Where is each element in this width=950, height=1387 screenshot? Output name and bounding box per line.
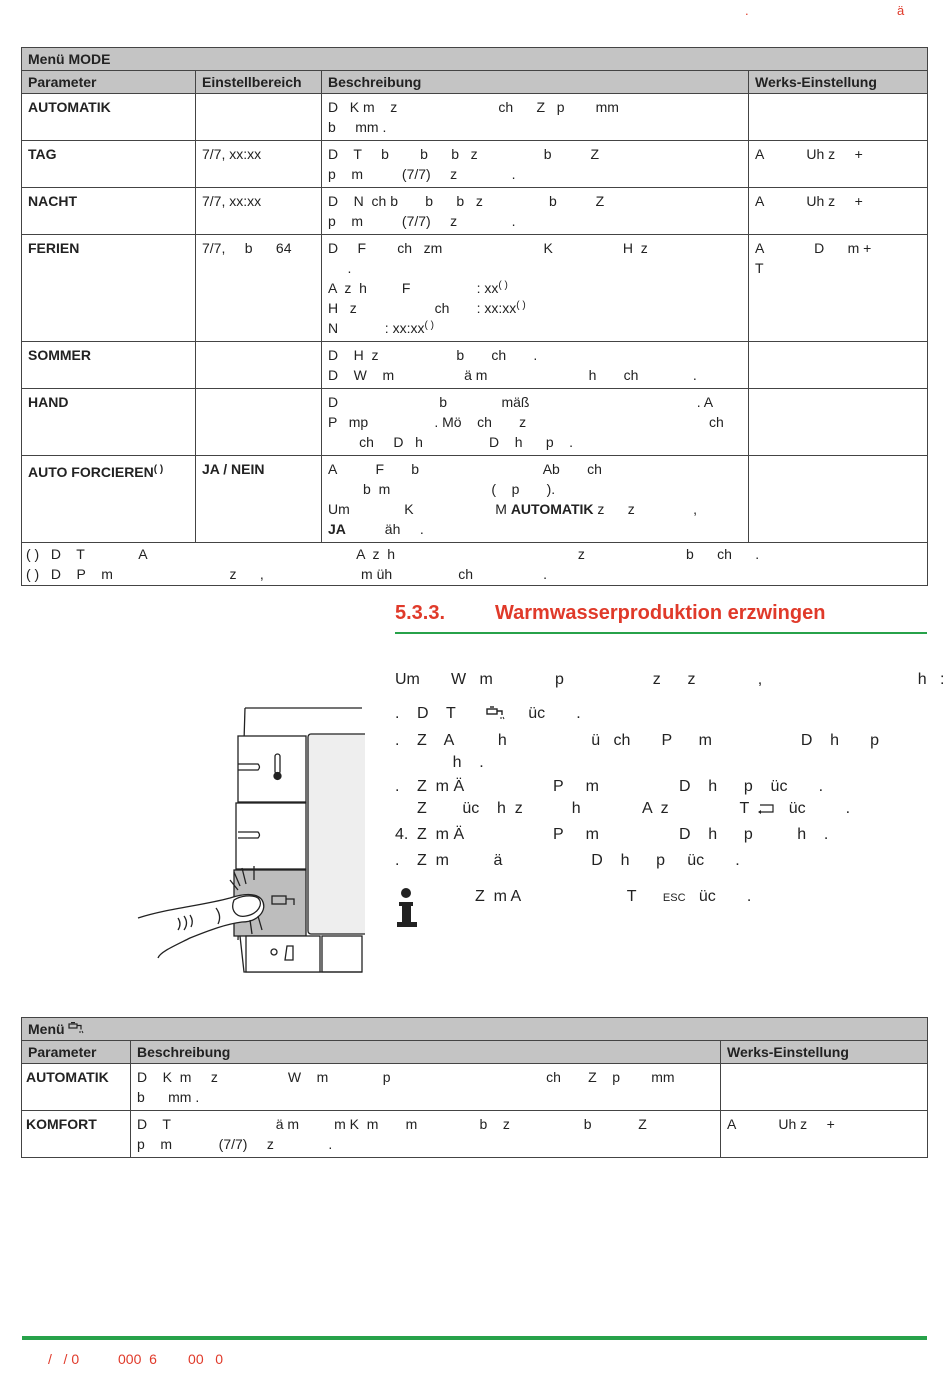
desc-line: D T ä m m K m m b z b Z <box>137 1116 647 1132</box>
default-cell <box>721 1064 928 1111</box>
section-intro: Um W m p z z , h : <box>395 671 945 688</box>
desc-cell <box>322 188 749 235</box>
hot-water-table-title: Menü <box>22 1018 928 1041</box>
desc-cell <box>322 389 749 456</box>
desc-line: ch D h D h p . <box>328 434 574 450</box>
col-header-parameter: Parameter <box>22 1041 131 1064</box>
desc-line: . <box>328 260 352 276</box>
step-1: . D T üc . <box>395 705 581 722</box>
default-cell <box>749 389 928 456</box>
default-cell: A Uh z + <box>749 141 928 188</box>
desc-line: D K m z W m p ch Z p mm <box>137 1069 675 1085</box>
col-header-default: Werks-Einstellung <box>721 1041 928 1064</box>
header-letter: ä <box>897 3 905 18</box>
table-row <box>22 1064 928 1111</box>
param-hand: HAND <box>22 389 196 456</box>
table-row <box>22 389 928 456</box>
desc-cell <box>131 1064 721 1111</box>
footer-divider <box>22 1336 927 1340</box>
desc-line: b mm . <box>328 119 387 135</box>
table-row <box>22 456 928 543</box>
desc-line: A F b Ab ch <box>328 461 602 477</box>
desc-cell <box>322 141 749 188</box>
step-4: 4. Z m Ä P m D h p h . <box>395 826 829 843</box>
param-tag: TAG <box>22 141 196 188</box>
info-text: Z m A T ESC üc . <box>475 888 752 905</box>
default-cell: A Uh z + <box>749 188 928 235</box>
col-header-parameter: Parameter <box>22 71 196 94</box>
desc-line: D H z b ch . <box>328 347 538 363</box>
default-cell: A D m + T <box>749 235 928 342</box>
desc-line: D W m ä m h ch . <box>328 367 697 383</box>
param-automatik: AUTOMATIK <box>22 1064 131 1111</box>
desc-line: Um K M AUTOMATIK z z , <box>328 501 697 517</box>
step-5: . Z m ä D h p üc . <box>395 852 740 869</box>
param-sommer: SOMMER <box>22 342 196 389</box>
default-cell <box>749 456 928 543</box>
col-header-description: Beschreibung <box>131 1041 721 1064</box>
desc-cell <box>322 94 749 141</box>
default-cell: A Uh z + <box>721 1111 928 1158</box>
desc-line: p m (7/7) z . <box>328 166 516 182</box>
header-dot: . <box>745 3 749 18</box>
param-ferien: FERIEN <box>22 235 196 342</box>
table-row <box>22 188 928 235</box>
desc-line: b mm . <box>137 1089 200 1105</box>
default-cell <box>749 342 928 389</box>
col-header-default: Werks-Einstellung <box>749 71 928 94</box>
table-row <box>22 342 928 389</box>
desc-line: JA äh . <box>328 521 424 537</box>
esc-key-label: ESC <box>662 892 686 904</box>
mode-table-title: Menü MODE <box>22 48 928 71</box>
tap-icon <box>68 1022 84 1034</box>
desc-line: D F ch zm K H z <box>328 240 648 256</box>
control-panel-illustration <box>130 700 365 978</box>
desc-line: D b mäß . A <box>328 394 714 410</box>
table-row <box>22 94 928 141</box>
table-row <box>22 235 928 342</box>
range-cell <box>196 389 322 456</box>
tap-icon <box>486 706 506 720</box>
desc-cell <box>322 456 749 543</box>
table-row <box>22 1111 928 1158</box>
desc-line: D N ch b b b z b Z <box>328 193 605 209</box>
mode-menu-table <box>21 47 928 586</box>
info-icon <box>395 888 419 928</box>
footer-text: / / 0 000 6 00 0 <box>48 1351 224 1367</box>
footnote-1: ( ) D T A A z h z b ch . <box>26 546 760 562</box>
param-auto-forcieren: AUTO FORCIEREN( ) <box>22 456 196 543</box>
desc-line: p m (7/7) z . <box>328 213 516 229</box>
step-2: . Z A h ü ch P m D h p h . <box>395 732 880 771</box>
range-cell: JA / NEIN <box>196 456 322 543</box>
back-icon <box>757 802 775 814</box>
range-cell: 7/7, b 64 <box>196 235 322 342</box>
hot-water-menu-table <box>21 1017 928 1158</box>
step-3: . Z m Ä P m D h p üc . Z üc h z h A z T üc . <box>395 778 851 817</box>
col-header-range: Einstellbereich <box>196 71 322 94</box>
range-cell <box>196 94 322 141</box>
desc-cell <box>322 342 749 389</box>
desc-line: P mp . Mö ch z ch <box>328 414 724 430</box>
section-number: 5.3.3. <box>395 602 446 624</box>
range-cell <box>196 342 322 389</box>
param-komfort: KOMFORT <box>22 1111 131 1158</box>
desc-line: p m (7/7) z . <box>137 1136 333 1152</box>
footnotes <box>22 543 928 586</box>
desc-line: N : xx:xx( ) <box>328 320 434 336</box>
desc-line: D K m z ch Z p mm <box>328 99 619 115</box>
desc-cell <box>322 235 749 342</box>
desc-line: b m ( p ). <box>328 481 556 497</box>
footnote-2: ( ) D P m z , m üh ch . <box>26 566 547 582</box>
param-nacht: NACHT <box>22 188 196 235</box>
table-row <box>22 141 928 188</box>
desc-line: D T b b b z b Z <box>328 146 600 162</box>
range-cell: 7/7, xx:xx <box>196 188 322 235</box>
desc-line: H z ch : xx:xx( ) <box>328 300 526 316</box>
param-automatik: AUTOMATIK <box>22 94 196 141</box>
section-title-text: Warmwasserproduktion erzwingen <box>495 602 826 624</box>
desc-cell <box>131 1111 721 1158</box>
desc-line: A z h F : xx( ) <box>328 280 508 296</box>
range-cell: 7/7, xx:xx <box>196 141 322 188</box>
section-heading <box>395 602 927 634</box>
col-header-description: Beschreibung <box>322 71 749 94</box>
default-cell <box>749 94 928 141</box>
